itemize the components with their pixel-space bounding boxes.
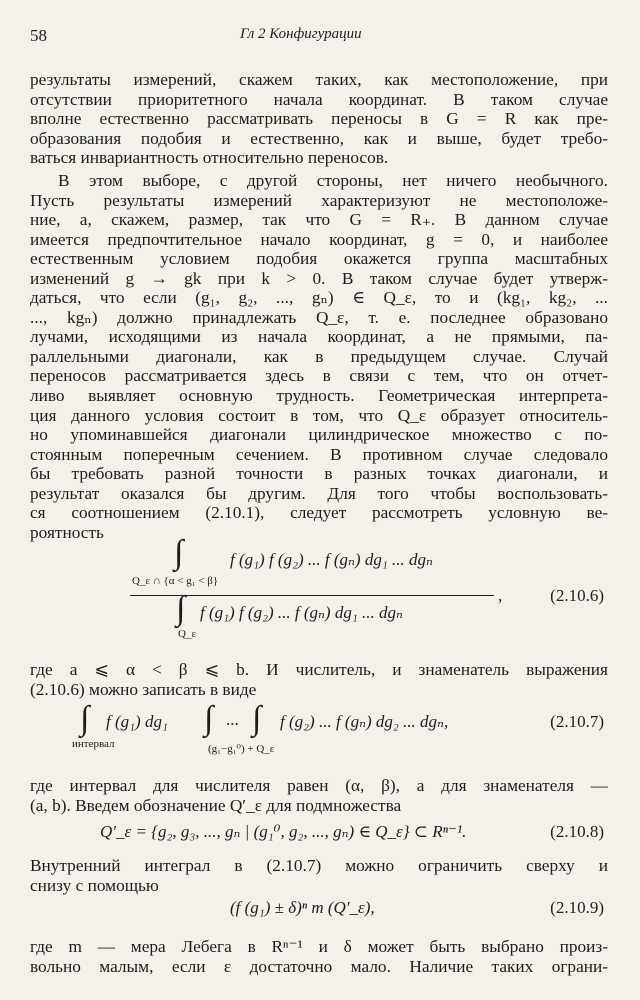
paragraph-3 xyxy=(30,660,608,699)
text-line: ция данного условия состоит в том, что Q_ε образует относитель- xyxy=(30,405,608,425)
denominator: f (g₁) f (g₂) ... f (gₙ) dg₁ ... dgₙ xyxy=(200,603,403,622)
equation-number: (2.10.8) xyxy=(550,822,604,841)
second-domain: (g₁−g₁⁰) + Q_ε xyxy=(208,743,275,755)
text-line: образования подобия и естественно, как и выше, будет требо- xyxy=(30,128,608,148)
text-line: вольно малым, если ε достаточно мало. Наличие таких ограни- xyxy=(30,956,608,976)
text-line: естественным условием подобия окажется группа масштабных xyxy=(30,249,608,269)
text-line: роятность xyxy=(30,522,104,542)
equation-number: (2.10.7) xyxy=(550,712,604,731)
equation-number: (2.10.9) xyxy=(550,898,604,917)
numerator: f (g₁) f (g₂) ... f (gₙ) dg₁ ... dgₙ xyxy=(230,550,433,569)
equation-2-10-7 xyxy=(30,700,608,766)
text-line: где a ⩽ α < β ⩽ b. И числитель, и знаменатель выражения xyxy=(30,660,608,679)
text-line: снизу с помощью xyxy=(30,875,159,895)
text-line: В этом выборе, с другой стороны, нет ничего необычного. xyxy=(58,171,608,190)
text-line: ..., kgₙ) должно принадлежать Q_ε, т. е. последнее образовано xyxy=(30,307,608,327)
text-line: отсутствии приоритетного начала координат. В таком случае xyxy=(30,89,608,109)
first-integrand: f (g₁) dg₁ xyxy=(106,712,168,731)
denominator-domain: Q_ε xyxy=(178,628,197,640)
text-line: переносов рассматривается здесь в связи с тем, что он отчет- xyxy=(30,366,608,386)
text-line: результаты измерений, скажем таких, как местоположение, при xyxy=(30,70,608,89)
equation-2-10-9 xyxy=(30,898,608,924)
text-line: Внутренний интеграл в (2.10.7) можно ограничить сверху и xyxy=(30,856,608,875)
text-line: ся соотношением (2.10.1), следует рассмотреть условную ве- xyxy=(30,503,608,523)
integral-dots: ... xyxy=(226,710,239,729)
integral-sign: ∫ xyxy=(204,700,214,737)
text-line: ние, а, скажем, размер, так что G = R₊. В данном случае xyxy=(30,210,608,230)
text-line: результат оказался бы другим. Для того чтобы воспользовать- xyxy=(30,483,608,503)
text-line: ваться инвариантность относительно переносов. xyxy=(30,148,389,168)
paragraph-4 xyxy=(30,776,608,815)
text-line: где m — мера Лебега в Rⁿ⁻¹ и δ может быть выбрано произ- xyxy=(30,937,608,956)
integral-sign: ∫ xyxy=(252,700,262,737)
text-line: (a, b). Введем обозначение Q′_ε для подмножества xyxy=(30,795,402,815)
text-line: раллельными диагонали, как в предыдущем случае. Случай xyxy=(30,346,608,366)
paragraph-2 xyxy=(30,171,608,542)
text-line: даться, что если (g₁, g₂, ..., gₙ) ∈ Q_ε, то и (kg₁, kg₂, ... xyxy=(30,288,608,308)
equation-2-10-6 xyxy=(30,534,608,650)
text-line: но упоминавшейся диагонали цилиндрическое множество с по- xyxy=(30,425,608,445)
text-line: имеется предпочтительное начало координат, g = 0, и наиболее xyxy=(30,229,608,249)
text-line: лучами, исходящими из начала координат, а не прямыми, па- xyxy=(30,327,608,347)
formula: Q′_ε = {g₂, g₃, ..., gₙ | (g₁⁰, g₂, ..., gₙ) ∈ Q_ε} ⊂ Rⁿ⁻¹. xyxy=(100,822,467,841)
equation-number: (2.10.6) xyxy=(550,586,604,605)
paragraph-5 xyxy=(30,856,608,895)
text-line: ливо выявляет основную трудность. Геометрическая интерпрета- xyxy=(30,386,608,406)
formula: (f (g₁) ± δ)ⁿ m (Q′_ε), xyxy=(230,898,375,917)
text-line: вполне естественно рассматривать переносы в G = R как пре- xyxy=(30,109,608,129)
text-line: где интервал для числителя равен (α, β), а для знаменателя — xyxy=(30,776,608,795)
second-integrand: f (g₂) ... f (gₙ) dg₂ ... dgₙ, xyxy=(280,712,449,731)
paragraph-1 xyxy=(30,70,608,168)
text-line: бы требовать разной точности в разных точках диагонали, и xyxy=(30,464,608,484)
text-line: (2.10.6) можно записать в виде xyxy=(30,679,257,699)
page-header xyxy=(30,26,610,50)
text-line: Пусть результаты измерений характеризуют не местоположе- xyxy=(30,190,608,210)
integral-sign: ∫ xyxy=(80,700,90,737)
page-number: 58 xyxy=(30,26,47,45)
numerator-domain: Q_ε ∩ {α < g₁ < β} xyxy=(132,575,219,587)
equation-comma: , xyxy=(498,586,503,605)
integral-sign: ∫ xyxy=(176,590,186,627)
text-line: изменений g → gk при k > 0. В таком случае будет утверж- xyxy=(30,268,608,288)
running-head: Гл 2 Конфигурации xyxy=(240,26,362,42)
first-domain: интервал xyxy=(72,738,115,750)
equation-2-10-8 xyxy=(30,822,608,848)
paragraph-6 xyxy=(30,937,608,976)
integral-sign: ∫ xyxy=(174,534,184,571)
text-line: стоянным поперечным сечением. В противном случае следовало xyxy=(30,444,608,464)
